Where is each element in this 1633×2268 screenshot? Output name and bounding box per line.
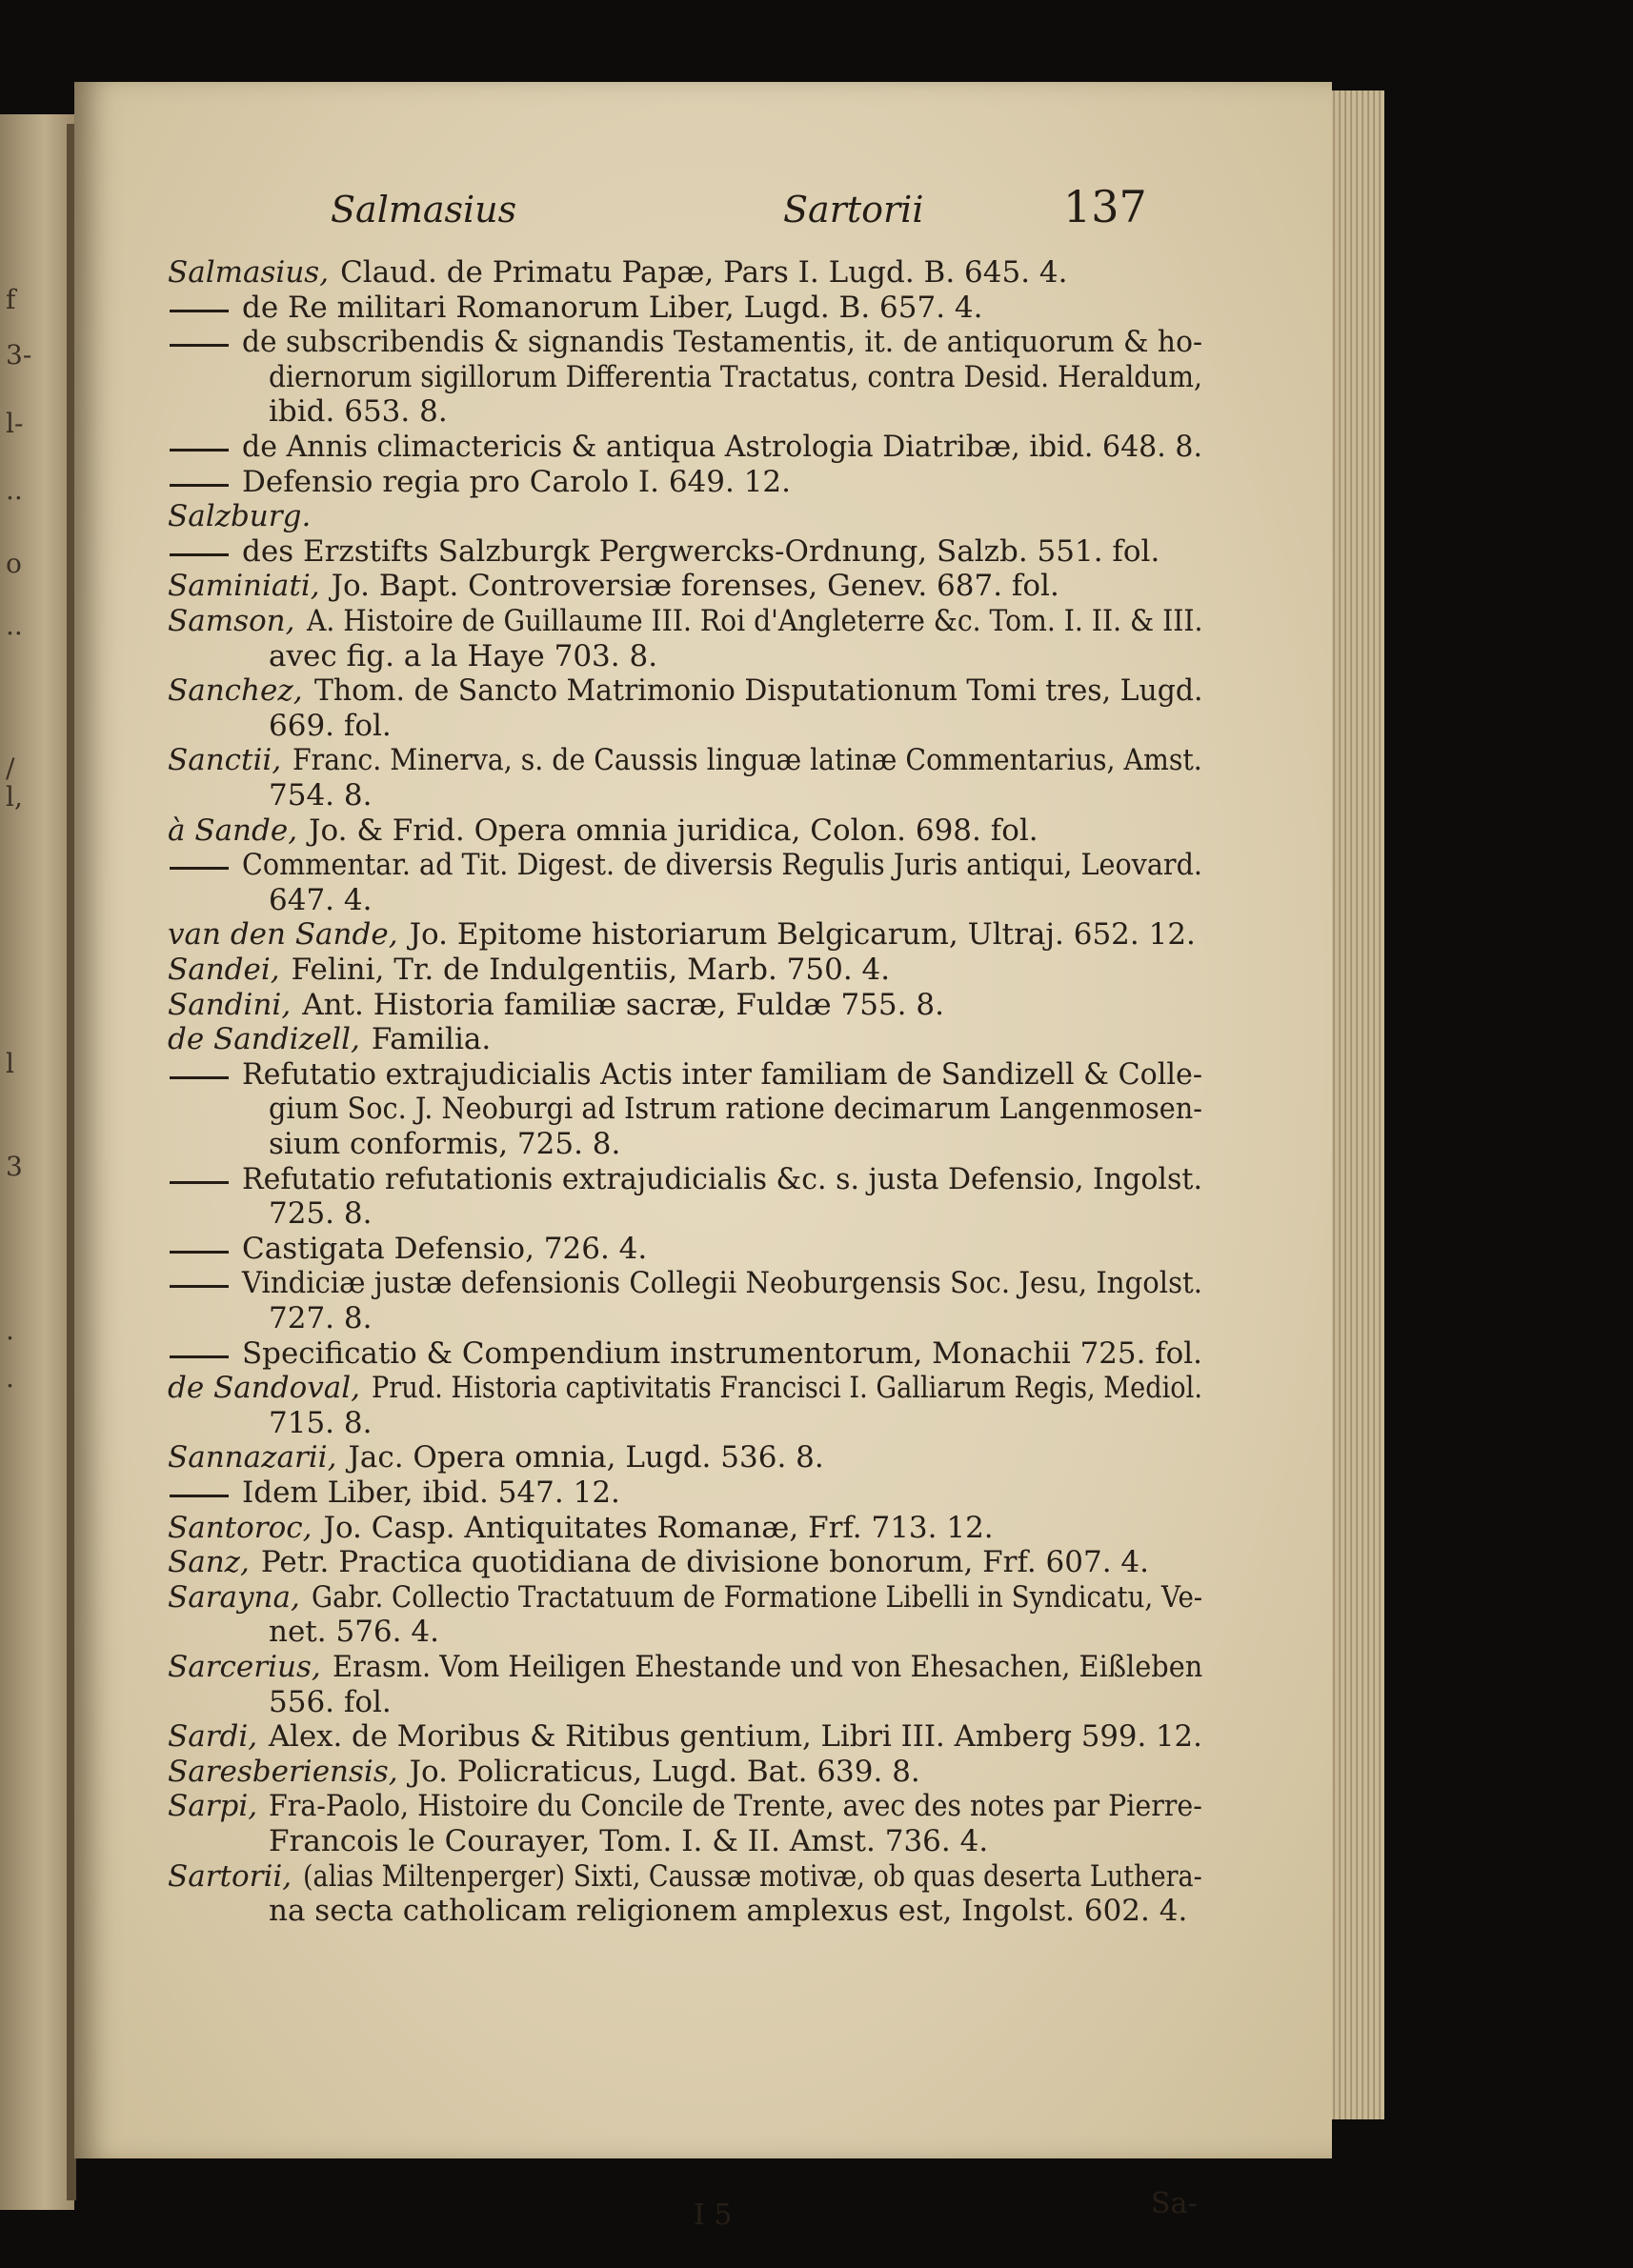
entry-author: de Sandizell, [168,1022,360,1057]
ditto-dash [170,310,229,312]
entry-text: Vindiciæ justæ defensionis Collegii Neoburgensis Soc. Jesu, Ingolst. [242,1266,1202,1301]
entry-text: Prud. Historia captivitatis Francisci I. Galliarum Regis, Mediol. [372,1371,1202,1406]
entry-text: Defensio regia pro Carolo I. 649. 12. [242,464,792,499]
entry-text: de Re militari Romanorum Liber, Lugd. B. 657. 4. [242,290,983,325]
entry-author: Sarayna, [168,1579,300,1615]
entry-text: Ant. Historia familiæ sacræ, Fuldæ 755. 8. [302,987,944,1022]
facing-page-fragment: l [6,1048,14,1079]
ditto-dash [170,484,229,487]
entry-author: Sardi, [168,1719,258,1755]
ditto-dash [170,1285,229,1288]
facing-page-fragment: . [6,1362,14,1394]
facing-page-fragment: o [6,548,22,579]
entry-continuation: sium conformis, 725. 8. [269,1127,621,1161]
entry-continuation: na secta catholicam religionem amplexus est, Ingolst. 602. 4. [269,1894,1188,1929]
entry-author: Sanctii, [168,743,282,778]
ditto-dash [170,1076,229,1079]
entry-text: Jo. Bapt. Controversiæ forenses, Genev. 687. fol. [331,569,1059,604]
entry-continuation: 647. 4. [269,882,373,917]
entry-author: de Sandoval, [168,1371,360,1406]
entry-text: Refutatio refutationis extrajudicialis &c. s. justa Defensio, Ingolst. [242,1161,1202,1196]
entry-author: à Sande, [168,813,298,848]
entry-author: Saminiati, [168,569,320,604]
entry-author: Saresberiensis, [168,1754,398,1789]
ditto-dash [170,1495,229,1497]
facing-page-fragment: / [6,753,15,784]
entry-continuation: 754. 8. [269,778,373,813]
facing-page-fragment: 3- [6,339,32,371]
entry-author: Sannazarii, [168,1440,337,1475]
entry-author: Sandei, [168,953,280,987]
entry-continuation: 725. 8. [269,1196,373,1232]
ditto-dash [170,449,229,452]
entry-continuation: Francois le Courayer, Tom. I. & II. Amst. 736. 4. [269,1824,989,1858]
entry-text: Franc. Minerva, s. de Caussis linguæ latinæ Commentarius, Amst. [292,743,1202,778]
entry-text: Familia. [371,1022,492,1057]
entry-author: Sanz, [168,1545,250,1580]
entry-text: Specificatio & Compendium instrumentorum, Monachii 725. fol. [242,1335,1202,1371]
ditto-dash [170,1355,229,1358]
entry-text: Jo. Epitome historiarum Belgicarum, Ultraj. 652. 12. [409,917,1196,953]
page-number: 137 [1063,181,1147,232]
facing-page-fragment: . [6,1315,14,1346]
entry-text: A. Histoire de Guillaume III. Roi d'Angleterre &c. Tom. I. II. & III. [306,604,1202,638]
entry-author: van den Sande, [168,917,398,953]
entry-text: Refutatio extrajudicialis Actis inter familiam de Sandizell & Colle- [242,1056,1202,1092]
entry-continuation: 556. fol. [269,1684,392,1719]
ditto-dash [170,1251,229,1254]
ditto-dash [170,1181,229,1184]
entry-continuation: 727. 8. [269,1301,373,1335]
entry-continuation: ibid. 653. 8. [269,394,448,430]
entry-text: Erasm. Vom Heiligen Ehestande und von Ehesachen, Eißleben [332,1650,1202,1684]
signature-mark: I 5 [694,2198,733,2232]
entry-continuation: 715. 8. [269,1405,373,1440]
facing-page-fragment: f [6,284,16,315]
entry-author: Sarcerius, [168,1650,321,1684]
ditto-dash [170,867,229,870]
facing-page-fragment: 3 [6,1151,23,1182]
entry-author: Santoroc, [168,1510,312,1545]
entry-text: Jo. Policraticus, Lugd. Bat. 639. 8. [409,1754,920,1789]
entry-author: Salzburg. [168,499,312,534]
facing-page-fragment: .. [6,474,23,506]
entry-text: Felini, Tr. de Indulgentiis, Marb. 750. 4. [291,953,891,987]
entry-author: Salmasius, [168,255,330,290]
entry-continuation: diernorum sigillorum Differentia Tractatus, contra Desid. Heraldum, [269,359,1202,394]
entry-text: Gabr. Collectio Tractatuum de Formatione Libelli in Syndicatu, Ve- [311,1579,1202,1615]
entry-text: de Annis climactericis & antiqua Astrologia Diatribæ, ibid. 648. 8. [242,430,1202,464]
entry-author: Sarpi, [168,1789,258,1824]
entry-continuation: 669. fol. [269,708,392,743]
entry-text: Alex. de Moribus & Ritibus gentium, Libri III. Amberg 599. 12. [269,1719,1202,1755]
entry-author: Samson, [168,604,295,638]
catchword: Sa- [1151,2187,1198,2220]
entry-text: Commentar. ad Tit. Digest. de diversis Regulis Juris antiqui, Leovard. [242,848,1202,883]
entry-text: (alias Miltenperger) Sixti, Caussæ motivæ, ob quas deserta Luthera- [303,1858,1202,1894]
entry-text: Fra-Paolo, Histoire du Concile de Trente, avec des notes par Pierre- [269,1789,1202,1824]
entry-text: de subscribendis & signandis Testamentis, it. de antiquorum & ho- [242,325,1202,360]
entry-text: Jo. Casp. Antiquitates Romanæ, Frf. 713. 12. [323,1510,994,1545]
entry-text: Thom. de Sancto Matrimonio Disputationum Tomi tres, Lugd. [313,673,1202,709]
entry-author: Sandini, [168,987,292,1022]
entry-continuation: gium Soc. J. Neoburgi ad Istrum ratione decimarum Langenmosen- [269,1092,1202,1127]
entry-text: Claud. de Primatu Papæ, Pars I. Lugd. B. 645. 4. [340,255,1068,290]
entry-text: Petr. Practica quotidiana de divisione bonorum, Frf. 607. 4. [260,1545,1150,1580]
ditto-dash [170,553,229,556]
entry-author: Sanchez, [168,673,303,709]
running-head-center: Sartorii [783,189,924,231]
running-head-left: Salmasius [331,189,517,231]
entry-continuation: avec fig. a la Haye 703. 8. [269,638,658,673]
facing-page-fragment: l- [6,408,24,439]
entry-author: Sartorii, [168,1858,292,1894]
entry-text: Idem Liber, ibid. 547. 12. [242,1475,620,1510]
entry-text: Jo. & Frid. Opera omnia juridica, Colon. 698. fol. [309,813,1038,848]
facing-page-fragment: l, [6,781,23,813]
ditto-dash [170,344,229,347]
entry-text: Castigata Defensio, 726. 4. [242,1231,648,1266]
entry-text: Jac. Opera omnia, Lugd. 536. 8. [348,1440,824,1475]
entry-continuation: net. 576. 4. [269,1615,439,1650]
facing-page-fragment: .. [6,610,23,641]
entry-text: des Erzstifts Salzburgk Pergwercks-Ordnung, Salzb. 551. fol. [242,533,1160,569]
